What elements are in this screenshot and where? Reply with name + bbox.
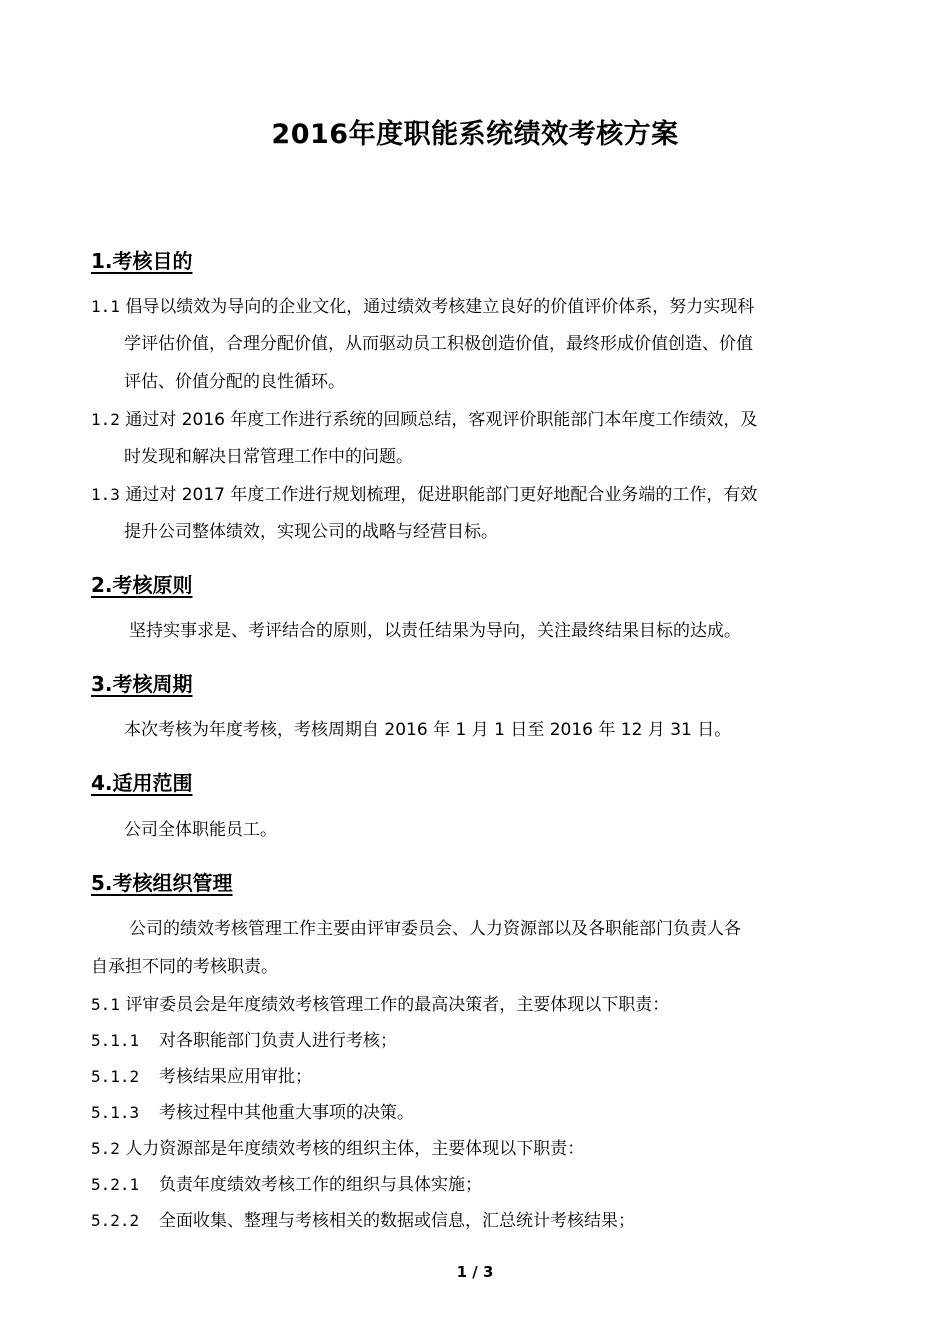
item-number: 5.1.1 (91, 1031, 140, 1050)
paragraph-1-2-line-1: 1.2 通过对 2016 年度工作进行系统的回顾总结，客观评价职能部门本年度工作绩效，及 (91, 410, 758, 430)
list-item-5-2-2: 5.2.2 全面收集、整理与考核相关的数据或信息，汇总统计考核结果； (91, 1202, 635, 1240)
item-number: 5.2.1 (91, 1175, 140, 1194)
item-number: 5.1 (91, 995, 120, 1014)
item-number: 1.1 (91, 297, 120, 316)
item-number: 5.2 (91, 1139, 120, 1158)
list-item-5-1-2: 5.1.2 考核结果应用审批； (91, 1058, 312, 1096)
paragraph-5-intro-line-2: 自承担不同的考核职责。 (91, 957, 278, 977)
section-heading-1: 1.考核目的 (91, 249, 193, 273)
list-item-5-1-3: 5.1.3 考核过程中其他重大事项的决策。 (91, 1094, 414, 1132)
list-item-5-2-1: 5.2.1 负责年度绩效考核工作的组织与具体实施； (91, 1166, 482, 1204)
item-number: 5.2.2 (91, 1211, 140, 1230)
section-heading-4: 4.适用范围 (91, 771, 193, 795)
paragraph-4: 公司全体职能员工。 (124, 820, 277, 840)
paragraph-1-3-line-2: 提升公司整体绩效，实现公司的战略与经营目标。 (124, 522, 498, 542)
item-number: 1.3 (91, 485, 120, 504)
section-heading-3: 3.考核周期 (91, 672, 193, 696)
paragraph-1-3-line-1: 1.3 通过对 2017 年度工作进行规划梳理，促进职能部门更好地配合业务端的工作，有效 (91, 485, 758, 505)
list-item-5-2: 5.2 人力资源部是年度绩效考核的组织主体，主要体现以下职责： (91, 1139, 585, 1159)
item-number: 5.1.2 (91, 1067, 140, 1086)
item-number: 1.2 (91, 410, 120, 429)
paragraph-2: 坚持实事求是、考评结合的原则，以责任结果为导向，关注最终结果目标的达成。 (129, 621, 741, 641)
section-heading-5: 5.考核组织管理 (91, 871, 233, 895)
paragraph-5-intro-line-1: 公司的绩效考核管理工作主要由评审委员会、人力资源部以及各职能部门负责人各 (129, 919, 741, 939)
document-title: 2016年度职能系统绩效考核方案 (271, 119, 679, 150)
page-number: 1 / 3 (456, 1263, 494, 1281)
list-item-5-1: 5.1 评审委员会是年度绩效考核管理工作的最高决策者，主要体现以下职责： (91, 995, 670, 1015)
paragraph-1-2-line-2: 时发现和解决日常管理工作中的问题。 (124, 447, 413, 467)
item-number: 5.1.3 (91, 1103, 140, 1122)
section-heading-2: 2.考核原则 (91, 573, 193, 597)
paragraph-3: 本次考核为年度考核，考核周期自 2016 年 1 月 1 日至 2016 年 12 月 31 日。 (124, 720, 732, 740)
paragraph-1-1-line-1: 1.1 倡导以绩效为导向的企业文化，通过绩效考核建立良好的价值评价体系，努力实现科 (91, 297, 755, 317)
paragraph-1-1-line-2: 学评估价值，合理分配价值，从而驱动员工积极创造价值，最终形成价值创造、价值 (124, 334, 753, 354)
list-item-5-1-1: 5.1.1 对各职能部门负责人进行考核； (91, 1022, 397, 1060)
paragraph-1-1-line-3: 评估、价值分配的良性循环。 (124, 372, 345, 392)
